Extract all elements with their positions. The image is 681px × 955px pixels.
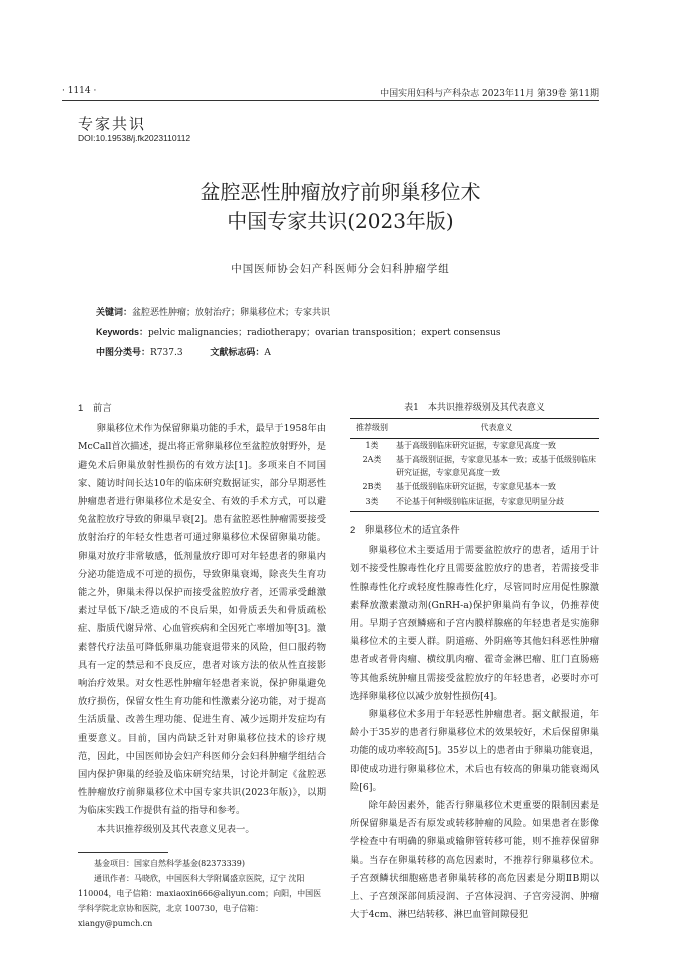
table-cell-meaning: 基于高级别临床研究证据，专家意见高度一致 [396,440,556,450]
authors: 中国医师协会妇产科医师分会妇科肿瘤学组 [231,263,450,275]
right-column [350,522,599,924]
keywords-cn [96,305,330,318]
page-number: · 1114 · [62,86,97,96]
doi: DOI:10.19538/j.fk2023110112 [78,133,191,143]
doc-code-label: 文献标志码： [210,347,265,357]
table-row [350,480,599,495]
keywords-en [96,325,501,338]
table-cell-meaning: 不论基于何种级别临床证据，专家意见明显分歧 [394,495,599,512]
left-column [78,400,326,839]
indications-paragraph-3: 除年龄因素外，能否行卵巢移位术更重要的限制因素是所保留卵巢是否有原发或转移肿瘤的风险。如果患者在影像学检查中有明确的卵巢或输卵管转移可能，则不推荐保留卵巢。当存在卵巢转移的高危因素时，不推荐行卵巢移位术。子宫颈鳞状细胞癌患者卵巢转移的高危因素是分期ⅡB期以上、子宫颈深部间质浸润、子宫体浸润、子宫旁浸润、肿瘤大于4cm、淋巴结转移、淋巴血管间隙侵犯 [350,800,599,921]
table-cell-meaning: 基于高级别证据，专家意见基本一致；或基于低级别临床研究证据，专家意见高度一致 [396,455,596,477]
keywords-cn-text: 盆腔恶性肿瘤；放射治疗；卵巢移位术；专家共识 [132,308,331,318]
running-header: 中国实用妇科与产科杂志 2023年11月 第39卷 第11期 [380,89,599,99]
intro-paragraph-1: 卵巢移位术作为保留卵巢功能的手术，最早于1958年由McCall首次描述，提出将正常卵巢移位至盆腔放射野外，是避免术后卵巢放射性损伤的有效方法[1]。多项来自不同国家、随访时间长达10年的临床研究数据证实，部分早期恶性肿瘤患者进行卵巢移位术是安全、有效的手术方式，可以避免盆腔放疗导致的卵巢早衰[2]。患有盆腔恶性肿瘤需要接受放射治疗的年轻女性患者可通过卵巢移位术保留卵巢功能。卵巢对放疗非常敏感，低剂量放疗即可对年轻患者的卵巢内分泌功能造成不可逆的损伤，导致卵巢衰竭，除丧失生育功能之外，卵巢未得以保护而接受盆腔放疗者，还需承受雌激素过早低下/缺乏造成的不良后果，如骨质丢失和骨质疏松症、脂质代谢异常、心血管疾病和全因死亡率增加等[3]。激素替代疗法虽可降低卵巢功能衰退带来的风险，但口服药物具有一定的禁忌和不良反应，患者对该方法的依从性直接影响治疗效果。对女性恶性肿瘤年轻患者来说，保护卵巢避免放疗损伤，保留女性生育功能和性激素分泌功能，对于提高生活质量、改善生理功能、促进生育、减少远期并发症均有重要意义。目前，国内尚缺乏针对卵巢移位技术的诊疗规范，因此，中国医师协会妇产科医师分会妇科肿瘤学组结合国内保护卵巢的经验及临床研究结果，讨论并制定《盆腔恶性肿瘤放疗前卵巢移位术中国专家共识(2023年版)》，以期为临床实践工作提供有益的指导和参考。 [78,423,326,817]
table-cell-level: 1类 [365,440,379,450]
table-row [350,495,599,512]
section-label: 专家共识 [78,115,147,133]
doc-code-value: A [264,348,271,358]
table-header-level: 推荐级别 [350,419,394,439]
indications-paragraph-2: 卵巢移位术多用于年轻恶性肿瘤患者。据文献报道，年龄小于35岁的患者行卵巢移位术的效果较好，术后保留卵巢功能的成功率较高[5]。35岁以上的患者由于卵巢功能衰退，即使成功进行卵巢移位术，术后也有较高的卵巢功能衰竭风险[6]。 [350,709,599,793]
intro-paragraph-2: 本共识推荐级别及其代表意义见表一。 [96,823,255,835]
footnote-correspondence: 通讯作者：马晓欣，中国医科大学附属盛京医院，辽宁 沈阳 110004，电子信箱：maxiaoxin666@aliyun.com；向阳，中国医学科学院北京协和医院，北京 100730，电子信箱：xiangy@pumch.cn [78,874,322,928]
section-heading-intro: 1 前言 [78,403,112,414]
classification-line [96,345,271,358]
table-cell-level: 2B类 [362,482,382,491]
indications-paragraph-1: 卵巢移位术主要适用于需要盆腔放疗的患者，适用于计划不接受性腺毒性化疗且需要盆腔放疗的患者，若需接受非性腺毒性化疗或轻度性腺毒性化疗，尽管同时应用促性腺激素释放激素激动剂(GnRH-a)保护卵巢尚有争议，仍推荐使用。早期子宫颈鳞癌和子宫内膜样腺癌的年轻患者是实施卵巢移位术的主要人群。阴道癌、外阴癌等其他妇科恶性肿瘤患者或者骨肉瘤、横纹肌肉瘤、霍奇金淋巴瘤、肛门直肠癌等其他系统肿瘤且需接受盆腔放疗的年轻患者，必要时亦可选择卵巢移位以减少放射性损伤[4]。 [350,545,599,702]
table-cell-level: 2A类 [362,455,382,464]
header-rule [62,100,599,101]
footnote-rule [78,852,168,853]
section-heading-indications: 2 卵巢移位术的适宜条件 [350,525,460,536]
table-row [350,438,599,453]
table-caption: 表1 本共识推荐级别及其代表意义 [404,403,545,413]
footnote [78,856,328,931]
table-header-meaning: 代表意义 [394,419,599,439]
title-line-2: 中国专家共识(2023年版) [227,209,454,233]
table-row [350,453,599,480]
keywords-en-label: Keywords： [96,327,149,337]
footnote-funding: 基金项目：国家自然科学基金(82373339) [94,859,245,868]
classification-value: R737.3 [150,348,183,358]
table-cell-meaning: 基于低级别临床研究证据，专家意见基本一致 [396,482,556,491]
recommendation-table [350,418,599,512]
table-cell-level: 3类 [350,495,394,512]
classification-label: 中图分类号： [96,347,151,357]
title-line-1: 盆腔恶性肿瘤放疗前卵巢移位术 [200,180,481,204]
keywords-en-text: pelvic malignancies；radiotherapy；ovarian transposition；expert consensus [148,328,501,338]
keywords-cn-label: 关键词： [96,307,133,317]
